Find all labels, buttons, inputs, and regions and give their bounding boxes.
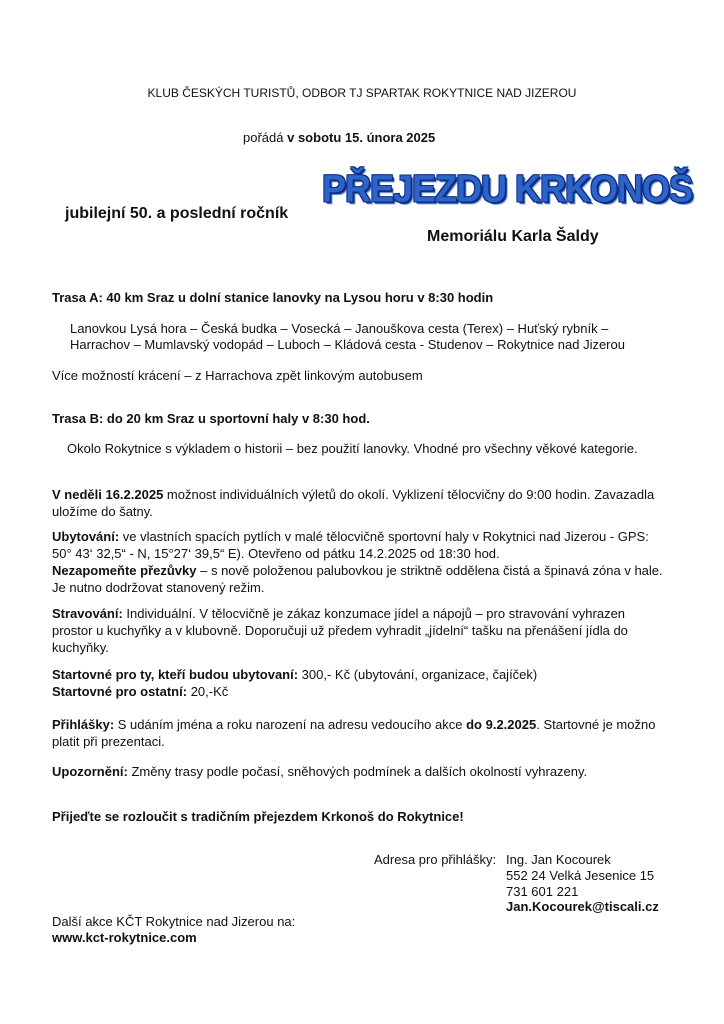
footer-website-link[interactable]: www.kct-rokytnice.com bbox=[52, 930, 197, 945]
upozorneni-label: Upozornění: bbox=[52, 764, 128, 779]
trasa-a-route-line1: Lanovkou Lysá hora – Česká budka – Vosecká – Janouškova cesta (Terex) – Huťský rybník – bbox=[70, 321, 609, 336]
trasa-a-note: Více možností krácení – z Harrachova zpět linkovým autobusem bbox=[52, 368, 423, 383]
sunday-text2: uložíme do šatny. bbox=[52, 504, 153, 519]
trasa-b-title: Trasa B: do 20 km Sraz u sportovní haly v 8:30 hod. bbox=[52, 411, 370, 426]
prihlasky-label: Přihlášky: bbox=[52, 717, 115, 732]
hosts-prefix: pořádá bbox=[243, 130, 284, 145]
upozorneni-text: Změny trasy podle počasí, sněhových podmínek a dalších okolností vyhrazeny. bbox=[127, 764, 588, 779]
prihlasky-line2: platit při prezentaci. bbox=[52, 734, 165, 749]
anniversary-text: jubilejní 50. a poslední ročník bbox=[65, 205, 289, 222]
stravovani-text2: prostor u kuchyňky a v klubovně. Doporučuji už předem vyhradit „jídelní“ tašku na přenášení jídla do bbox=[52, 623, 628, 638]
club-header: KLUB ČESKÝCH TURISTŮ, ODBOR TJ SPARTAK ROKYTNICE NAD JIZEROU bbox=[147, 86, 577, 100]
footer-more-actions: Další akce KČT Rokytnice nad Jizerou na: bbox=[52, 914, 296, 929]
contact-name: Ing. Jan Kocourek bbox=[506, 852, 611, 867]
prihlasky-deadline: do 9.2.2025 bbox=[466, 717, 537, 732]
upozorneni-paragraph bbox=[52, 763, 672, 780]
event-date: v sobotu 15. února 2025 bbox=[287, 130, 436, 145]
stravovani-text1: Individuální. V tělocvičně je zákaz konzumace jídel a nápojů – pro stravování vyhrazen bbox=[122, 606, 626, 621]
sunday-text1: možnost individuálních výletů do okolí. Vyklizení tělocvičny do 9:00 hodin. Zavazadla bbox=[163, 487, 655, 502]
event-banner-title: PŘEJEZDU KRKONOŠ bbox=[322, 166, 693, 210]
ubytovani-text2: 50° 43‘ 32,5“ - N, 15°27‘ 39,5“ E). Otevřeno od pátku 14.2.2025 od 18:30 hod. bbox=[52, 546, 500, 561]
ubytovani-label: Ubytování: bbox=[52, 529, 120, 544]
prihlasky-text2: . Startovné je možno bbox=[536, 717, 656, 732]
contact-phone: 731 601 221 bbox=[506, 884, 579, 899]
prihlasky-text1: S udáním jména a roku narození na adresu vedoucího akce bbox=[114, 717, 467, 732]
trasa-b-desc: Okolo Rokytnice s výkladem o historii – bez použití lanovky. Vhodné pro všechny věkové kategorie. bbox=[67, 441, 638, 456]
startovne-label-others: Startovné pro ostatní: bbox=[52, 684, 188, 699]
memorial-subtitle: Memoriálu Karla Šaldy bbox=[427, 228, 599, 245]
stravovani-text3: kuchyňky. bbox=[52, 640, 109, 655]
trasa-a-title: Trasa A: 40 km Sraz u dolní stanice lanovky na Lysou horu v 8:30 hodin bbox=[52, 290, 494, 305]
prihlasky-paragraph bbox=[52, 716, 672, 750]
contact-street: 552 24 Velká Jesenice 15 bbox=[506, 868, 655, 883]
invite-line: Přijeďte se rozloučit s tradičním přejezdem Krkonoš do Rokytnice! bbox=[52, 809, 464, 824]
contact-email[interactable]: Jan.Kocourek@tiscali.cz bbox=[506, 899, 659, 914]
startovne-paragraph bbox=[52, 666, 672, 700]
ubytovani-paragraph bbox=[52, 528, 672, 596]
trasa-a-route-line2: Harrachov – Mumlavský vodopád – Luboch – Kládová cesta - Studenov – Rokytnice nad Jizerou bbox=[70, 337, 625, 352]
sunday-label: V neděli 16.2.2025 bbox=[52, 487, 164, 502]
ubytovani-text1: ve vlastních spacích pytlích v malé tělocvičně sportovní haly v Rokytnici nad Jizerou - GPS: bbox=[119, 529, 649, 544]
reminder-text2: Je nutno dodržovat stanovený režim. bbox=[52, 580, 265, 595]
reminder-text1: – s nově položenou palubovkou je striktně oddělena čistá a špinavá zóna v hale. bbox=[196, 563, 663, 578]
reminder-label: Nezapomeňte přezůvky bbox=[52, 563, 197, 578]
startovne-value-accommodated: 300,- Kč (ubytování, organizace, čajíček) bbox=[298, 667, 538, 682]
contact-label: Adresa pro přihlášky: bbox=[374, 852, 497, 867]
sunday-paragraph bbox=[52, 486, 672, 520]
event-date-line bbox=[243, 130, 435, 145]
stravovani-paragraph bbox=[52, 605, 672, 656]
startovne-label-accommodated: Startovné pro ty, kteří budou ubytovaní: bbox=[52, 667, 299, 682]
startovne-value-others: 20,-Kč bbox=[187, 684, 229, 699]
stravovani-label: Stravování: bbox=[52, 606, 123, 621]
